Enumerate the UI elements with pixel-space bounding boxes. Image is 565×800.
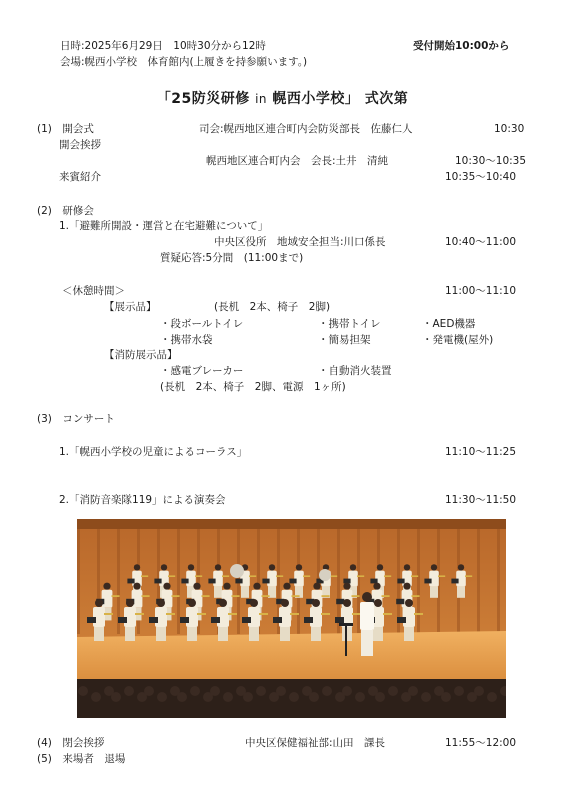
title-suffix: 幌西小学校」 式次第 [267,91,409,107]
page-title [0,88,565,108]
audience-head [342,686,352,696]
audience-head [355,692,365,702]
section1-greeting-time: 10:30〜10:35 [455,155,527,167]
audience-head [454,686,464,696]
section2-heading: (2) 研修会 [37,205,94,217]
section2-item1: 1.「避難所開設・運営と在宅避難について」 [59,220,269,232]
audience-head [124,686,134,696]
audience-head [144,686,154,696]
title-in: in [255,92,268,106]
exhibit-item: ・段ボールトイレ [160,318,244,330]
audience-head [375,692,385,702]
band-photo-illustration [77,519,506,718]
audience-head [441,692,451,702]
section4-heading: (4) 閉会挨拶 [37,737,105,749]
section2-speaker-time: 10:40〜11:00 [445,236,517,248]
exhibit-label: 【展示品】 [104,301,157,313]
section4-by: 中央区保健福祉部:山田 課長 [245,737,386,749]
audience-head [309,692,319,702]
audience-head [421,692,431,702]
fire-exhibit-item: ・感電ブレーカー [160,365,244,377]
section1-greeting-label: 開会挨拶 [59,139,101,151]
fire-exhibit-item: ・自動消火装置 [318,365,392,377]
audience-head [243,692,253,702]
audience-head [388,686,398,696]
audience-head [157,692,167,702]
audience-head [322,686,332,696]
section5-heading: (5) 来場者 退場 [37,753,126,765]
exhibit-item: ・携帯水袋 [160,334,213,346]
audience-head [408,686,418,696]
section1-mc: 司会:幌西地区連合町内会防災部長 佐藤仁人 [199,123,413,135]
section1-guests-label: 来賓紹介 [59,171,101,183]
section3-item2-time: 11:30〜11:50 [445,494,517,506]
section3-item1: 1.「幌西小学校の児童によるコーラス」 [59,446,248,458]
break-label: ＜休憩時間＞ [62,285,125,297]
audience-head [223,692,233,702]
fire-exhibit-note: (長机 2本、椅子 2脚、電源 1ヶ所) [160,381,346,393]
exhibit-item: ・携帯トイレ [318,318,381,330]
section3-item2: 2.「消防音楽隊119」による演奏会 [59,494,226,506]
audience-head [474,686,484,696]
exhibit-item: ・簡易担架 [318,334,371,346]
section4-time: 11:55〜12:00 [445,737,517,749]
audience-head [91,692,101,702]
section1-mc-time: 10:30 [494,123,525,135]
exhibit-note: (長机 2本、椅子 2脚) [214,301,331,313]
audience-head [78,686,88,696]
audience-head [177,692,187,702]
section2-speaker: 中央区役所 地域安全担当:川口係長 [214,236,386,248]
audience-head [210,686,220,696]
section3-heading: (3) コンサート [37,413,115,425]
audience-head [111,692,121,702]
section3-item1-time: 11:10〜11:25 [445,446,517,458]
audience-head [487,692,497,702]
section1-guests-time: 10:35〜10:40 [445,171,517,183]
exhibit-item: ・発電機(屋外) [422,334,494,346]
audience-head [276,686,286,696]
audience-head [289,692,299,702]
fire-exhibit-label: 【消防展示品】 [104,349,178,361]
band-photo [77,519,506,718]
section2-qa: 質疑応答:5分間 (11:00まで) [160,252,304,264]
exhibit-item: ・AED機器 [422,318,476,330]
audience-head [190,686,200,696]
audience-head [256,686,266,696]
break-time: 11:00〜11:10 [445,285,517,297]
event-datetime: 日時:2025年6月29日 10時30分から12時 [60,40,266,52]
section1-greeting-by: 幌西地区連合町内会 会長:土井 清純 [206,155,389,167]
event-venue: 会場:幌西小学校 体育館内(上履きを持参願います。) [60,56,308,68]
reception-time: 受付開始10:00から [413,40,510,52]
section1-heading: (1) 開会式 [37,123,94,135]
title-prefix: 「25防災研修 [156,91,256,107]
